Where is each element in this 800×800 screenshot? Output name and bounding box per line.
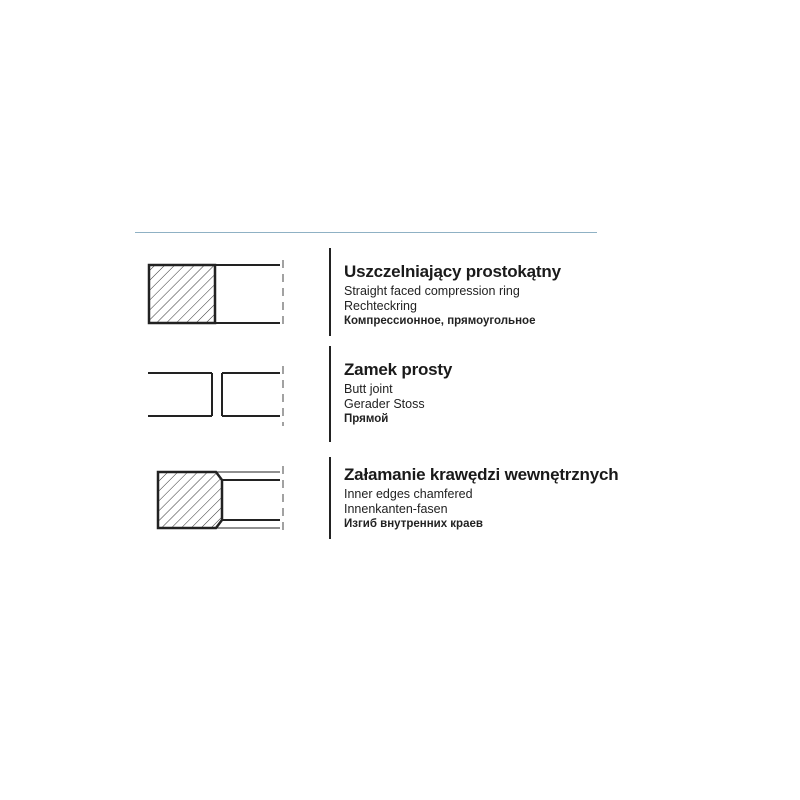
row-english-label: Butt joint	[344, 382, 393, 396]
row-separator-bar	[329, 248, 331, 336]
row-title: Załamanie krawędzi wewnętrznych	[344, 465, 619, 484]
row-separator-bar	[329, 346, 331, 442]
row-german-label: Gerader Stoss	[344, 397, 425, 411]
row-text-block	[344, 360, 452, 427]
row-text-block	[344, 262, 561, 329]
row-english-label: Straight faced compression ring	[344, 284, 520, 298]
row-russian-label: Прямой	[344, 413, 389, 425]
row-german-label: Innenkanten-fasen	[344, 502, 448, 516]
row-separator-bar	[329, 457, 331, 539]
straight-ring-cross-section-drawing	[140, 250, 290, 335]
row-russian-label: Изгиб внутренних краев	[344, 518, 483, 530]
row-russian-label: Компрессионное, прямоугольное	[344, 315, 536, 327]
row-text-block	[344, 465, 618, 532]
row-title: Zamek prosty	[344, 360, 453, 379]
top-divider-line	[135, 232, 597, 233]
row-german-label: Rechteckring	[344, 299, 417, 313]
butt-joint-drawing	[140, 358, 290, 438]
row-title: Uszczelniający prostokątny	[344, 262, 561, 281]
row-english-label: Inner edges chamfered	[344, 487, 473, 501]
chamfered-ring-cross-section-drawing	[140, 460, 290, 550]
